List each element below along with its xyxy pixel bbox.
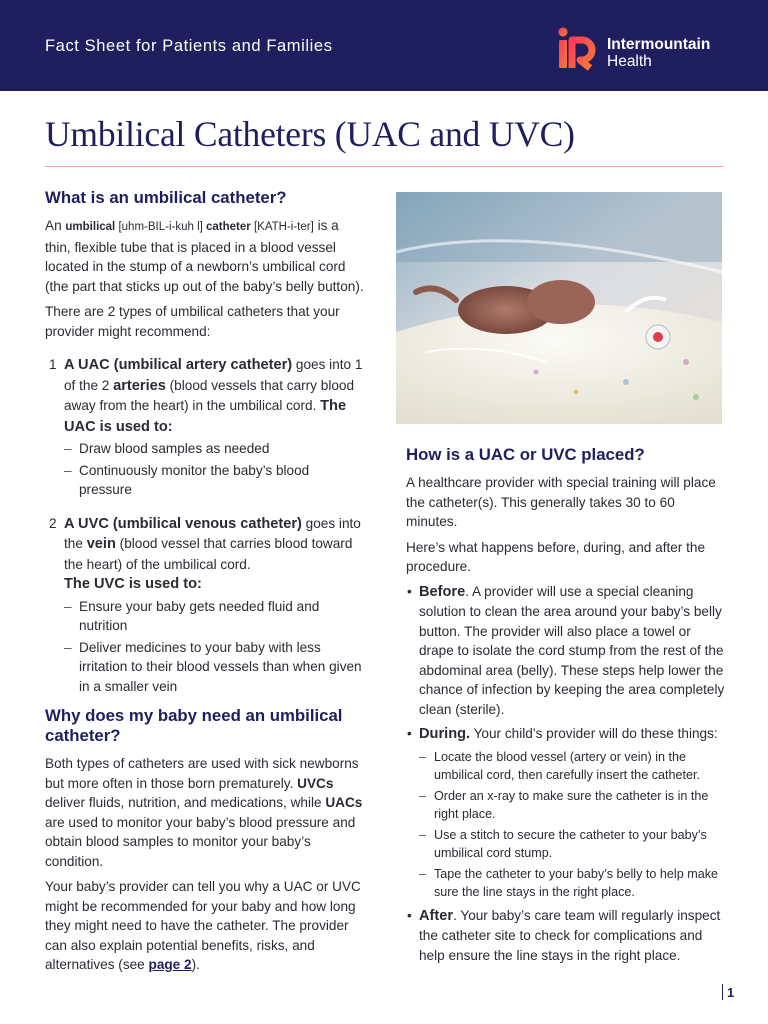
- text-span: Your baby’s provider can tell you why a UAC or UVC might be recommended for your baby and how long they might need to have the catheter. The provider can also explain potential benefits, risks, and alternatives (see: [45, 879, 361, 972]
- text-span: goes into 1 of the 2: [64, 357, 363, 393]
- intermountain-logo-icon: [556, 26, 602, 72]
- list-item: – Locate the blood vessel (artery or vein) in the umbilical cord, then carefully insert the catheter.: [419, 748, 728, 784]
- why-paragraph-2: [45, 877, 365, 975]
- uac-item: [45, 355, 365, 500]
- uvcs-term: UVCs: [297, 775, 334, 791]
- list-item: – Continuously monitor the baby’s blood pressure: [64, 461, 365, 500]
- section-heading-what: What is an umbilical catheter?: [45, 188, 287, 207]
- newborn-incubator-photo: [396, 192, 722, 424]
- list-item: – Order an x-ray to make sure the catheter is in the right place.: [419, 787, 728, 823]
- term-umbilical: umbilical: [65, 221, 116, 233]
- list-item-after: [406, 906, 728, 966]
- types-intro-paragraph: There are 2 types of umbilical catheters that your provider might recommend:: [45, 304, 340, 339]
- list-item-during: [406, 724, 728, 901]
- text-span: deliver fluids, nutrition, and medications, while: [45, 795, 326, 810]
- page-title: Umbilical Catheters (UAC and UVC): [45, 114, 575, 154]
- after-label: After: [419, 907, 454, 924]
- list-item: – Use a stitch to secure the catheter to your baby’s umbilical cord stump.: [419, 826, 728, 862]
- during-label: During.: [419, 726, 471, 742]
- section-heading-how: How is a UAC or UVC placed?: [406, 445, 645, 464]
- pronunciation-umbilical: [uhm-BIL-i-kuh l]: [115, 221, 207, 233]
- page-number-value: 1: [727, 985, 735, 1000]
- term-catheter: catheter: [206, 221, 251, 233]
- definition-paragraph: [45, 216, 365, 296]
- uvc-uses-list: [64, 597, 365, 697]
- text-span: goes into the: [64, 515, 361, 551]
- logo-line-2: Health: [607, 53, 652, 70]
- text-span: (blood vessels that carry blood away from the heart) in the umbilical cord.: [64, 377, 355, 413]
- list-item: – Draw blood samples as needed: [64, 439, 365, 459]
- text-span: . A provider will use a special cleaning solution to clean the area around your baby’s belly button. The provider will also place a towel or drape to isolate the cord stump from the rest of the abdominal area (belly). These steps help lower the chance of infection by keeping the area completely clean (sterile).: [419, 583, 725, 717]
- uvc-used-label: The UVC is used to:: [64, 576, 202, 592]
- left-column: [45, 188, 365, 975]
- pronunciation-catheter: [KATH-i-ter]: [250, 221, 314, 233]
- uac-uses-list: [64, 439, 365, 500]
- list-item: – Tape the catheter to your baby’s belly to help make sure the line stays in the right place.: [419, 865, 728, 901]
- intermountain-logo: [556, 26, 736, 72]
- arteries-term: arteries: [113, 377, 166, 394]
- text-span: are used to monitor your baby’s blood pressure and obtain blood samples to monitor your baby’s condition.: [45, 814, 356, 869]
- vein-term: vein: [86, 536, 116, 552]
- how-paragraph-2: Here’s what happens before, during, and after the procedure.: [406, 539, 706, 574]
- logo-line-1: Intermountain: [607, 36, 711, 53]
- uac-used-label: The UAC is used to:: [64, 398, 347, 435]
- list-number: 2: [49, 515, 57, 531]
- list-number: 1: [49, 357, 57, 372]
- text-span: (blood vessel that carries blood toward the heart) of the umbilical cord.: [64, 536, 353, 572]
- text-span: . Your baby’s care team will regularly inspect the catheter site to check for complications and help ensure the line stays in the right place.: [419, 907, 721, 963]
- uvc-term: A UVC (umbilical venous catheter): [64, 515, 302, 532]
- list-item: – Deliver medicines to your baby with less irritation to their blood vessels than when given in a smaller vein: [64, 638, 365, 697]
- text-span: is a thin, flexible tube that is placed in a blood vessel located in the stump of a newborn’s umbilical cord (the part that sticks up out of the baby’s belly button).: [45, 218, 364, 294]
- header-banner: [0, 0, 768, 91]
- before-label: Before: [419, 583, 466, 600]
- text-span: ).: [191, 957, 200, 972]
- how-paragraph-1: A healthcare provider with special training will place the catheter(s). This generally takes 30 to 60 minutes.: [406, 475, 716, 529]
- page-number: [722, 984, 734, 1000]
- section-heading-why: Why does my baby need an umbilical catheter?: [45, 706, 343, 745]
- page-number-divider: [722, 984, 723, 1000]
- during-steps-list: [419, 748, 728, 901]
- header-title: Fact Sheet for Patients and Families: [45, 37, 333, 55]
- title-divider: [45, 166, 723, 167]
- text-span: Your child’s provider will do these things:: [470, 726, 718, 741]
- procedure-steps-list: [406, 582, 728, 966]
- list-item-before: [406, 582, 728, 720]
- uacs-term: UACs: [325, 795, 363, 810]
- list-item: – Ensure your baby gets needed fluid and nutrition: [64, 597, 365, 636]
- uvc-item: [45, 514, 365, 697]
- text-span: Both types of catheters are used with sick newborns but more often in those born prematurely.: [45, 756, 359, 791]
- photo-illustration: [396, 192, 722, 424]
- why-paragraph-1: [45, 754, 365, 871]
- right-column: [406, 445, 728, 965]
- page-2-link[interactable]: page 2: [148, 957, 192, 972]
- uac-term: A UAC (umbilical artery catheter): [64, 357, 293, 373]
- text-span: An: [45, 218, 66, 233]
